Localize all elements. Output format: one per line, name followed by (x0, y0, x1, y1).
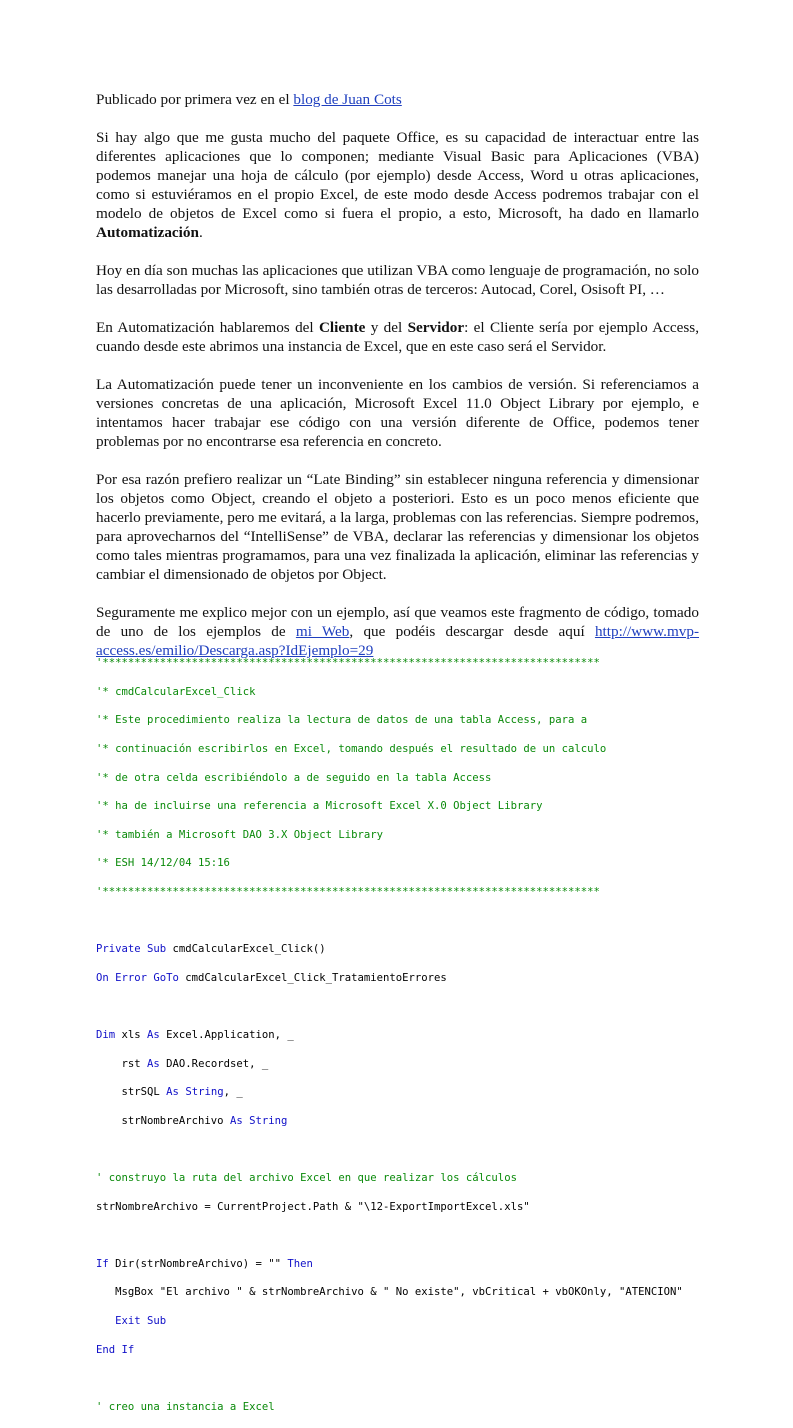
code-text: , _ (223, 1086, 243, 1099)
code-keyword: If (96, 1257, 109, 1270)
code-text: cmdCalcularExcel_Click_TratamientoErrores (178, 971, 447, 984)
code-comment-line: '****************************************************************************** (96, 886, 600, 899)
code-line (96, 1114, 736, 1128)
cliente-term: Cliente (318, 319, 366, 336)
code-line: strNombreArchivo = CurrentProject.Path & "\12-ExportImportExcel.xls" (96, 1200, 530, 1213)
code-keyword: As (166, 1086, 179, 1099)
code-text: DAO.Recordset, _ (159, 1057, 269, 1070)
automatizacion-term: Automatización (96, 224, 199, 241)
code-blank-line (96, 1371, 736, 1385)
code-blank-line (96, 1142, 736, 1156)
paragraph-6-text-a: Seguramente me explico mejor con un ejemplo, así que veamos este fragmento de código, tomado de uno de los ejemplos de (96, 604, 699, 640)
code-text: strSQL (96, 1086, 167, 1099)
document-body (96, 90, 699, 679)
code-line: End If (96, 1343, 135, 1356)
code-keyword: As (147, 1029, 160, 1042)
code-keyword: String (185, 1086, 224, 1099)
paragraph-3-text-c: y del (365, 319, 408, 336)
code-line (96, 1057, 736, 1071)
paragraph-3-text-a: En Automatización hablaremos del (96, 319, 319, 336)
code-line: Exit Sub (96, 1314, 167, 1327)
code-comment-line: '****************************************************************************** (96, 657, 600, 670)
code-keyword: String (249, 1114, 288, 1127)
code-keyword: On Error GoTo (96, 971, 179, 984)
code-comment-line: '* continuación escribirlos en Excel, tomando después el resultado de un calculo (96, 743, 607, 756)
paragraph-5: Por esa razón prefiero realizar un “Late Binding” sin establecer ninguna referencia y dimensionar los objetos como Object, creando el objeto a posteriori. Esto es un poco menos eficiente que hacerlo previamente, pero me evitará, a la larga, problemas con las referencias. Siempre podremos, para aprovecharnos del “IntelliSense” de VBA, declarar las referencias y dimensionar los objetos como tales mientras programamos, para una vez finalizada la aplicación, eliminar las referencias y cambiar el dimensionado de objetos por Object. (96, 471, 699, 583)
paragraph-2: Hoy en día son muchas las aplicaciones que utilizan VBA como lenguaje de programación, no solo las desarrolladas por Microsoft, sino también otras de terceros: Autocad, Corel, Osisoft PI, … (96, 262, 699, 298)
code-comment-line: '* cmdCalcularExcel_Click (96, 685, 256, 698)
code-line (96, 1257, 736, 1271)
code-keyword: As (229, 1114, 243, 1127)
paragraph-1-text: Si hay algo que me gusta mucho del paquete Office, es su capacidad de interactuar entre las diferentes aplicaciones que lo componen; mediante Visual Basic para Aplicaciones (VBA) podemos manejar una hoja de cálculo (por ejemplo) desde Access, Word u otras aplicaciones, como si estuviéramos en el propio Excel, de este modo desde Access podremos trabajar con el modelo de objetos de Excel como si fuera el propio, a esto, Microsoft, ha dado en llamarlo (96, 129, 699, 222)
paragraph-4: La Automatización puede tener un inconveniente en los cambios de versión. Si referenciamos a versiones concretas de una aplicación, Microsoft Excel 11.0 Object Library por ejemplo, e intentamos hacer trabajar ese código con una versión diferente de Office, podemos tener problemas por no encontrarse esa referencia en concreto. (96, 376, 699, 450)
paragraph-3 (96, 318, 699, 356)
paragraph-3-text-d: : el Cliente sería por ejemplo Access, cuando desde este abrimos una instancia de Excel, que en este caso será el Servidor. (96, 319, 699, 355)
code-text: xls (115, 1029, 148, 1042)
code-keyword: As (147, 1057, 160, 1070)
download-link[interactable]: http://www.mvp-access.es/emilio/Descarga.asp?IdEjemplo=29 (96, 623, 700, 659)
code-text: cmdCalcularExcel_Click() (166, 943, 326, 956)
code-text: rst (96, 1057, 148, 1070)
blog-link[interactable]: blog de Juan Cots (293, 91, 402, 108)
code-comment-line: '* Este procedimiento realiza la lectura de datos de una tabla Access, para a (96, 714, 588, 727)
paragraph-6-text-b: , que podéis descargar desde aquí (349, 623, 595, 640)
code-text: strNombreArchivo (96, 1114, 230, 1127)
code-keyword: Then (287, 1257, 313, 1270)
code-line (96, 1028, 736, 1042)
code-text: Dir(strNombreArchivo) = "" (108, 1257, 288, 1270)
code-blank-line (96, 914, 736, 928)
servidor-term: Servidor (407, 319, 465, 336)
code-keyword: Private Sub (96, 943, 167, 956)
code-text: Excel.Application, _ (159, 1029, 294, 1042)
code-blank-line (96, 1228, 736, 1242)
code-line (96, 971, 736, 985)
code-comment-line: '* ESH 14/12/04 15:16 (96, 857, 230, 870)
code-comment-line: ' creo una instancia a Excel (96, 1400, 275, 1413)
code-block (96, 642, 736, 1428)
code-comment-line: ' construyo la ruta del archivo Excel en que realizar los cálculos (96, 1171, 517, 1184)
code-comment-line: '* de otra celda escribiéndolo a de seguido en la tabla Access (96, 771, 492, 784)
code-blank-line (96, 999, 736, 1013)
code-comment-line: '* ha de incluirse una referencia a Microsoft Excel X.0 Object Library (96, 800, 543, 813)
code-line: MsgBox "El archivo " & strNombreArchivo & " No existe", vbCritical + vbOKOnly, "ATENCION" (96, 1286, 683, 1299)
mi-web-link[interactable]: mi Web (295, 623, 350, 640)
code-comment-line: '* también a Microsoft DAO 3.X Object Library (96, 828, 384, 841)
code-keyword: Dim (96, 1029, 116, 1042)
intro-paragraph (96, 90, 699, 109)
code-line (96, 942, 736, 956)
code-line (96, 1085, 736, 1099)
intro-text: Publicado por primera vez en el (96, 91, 294, 108)
paragraph-1-end: . (198, 224, 203, 241)
paragraph-1 (96, 128, 699, 242)
